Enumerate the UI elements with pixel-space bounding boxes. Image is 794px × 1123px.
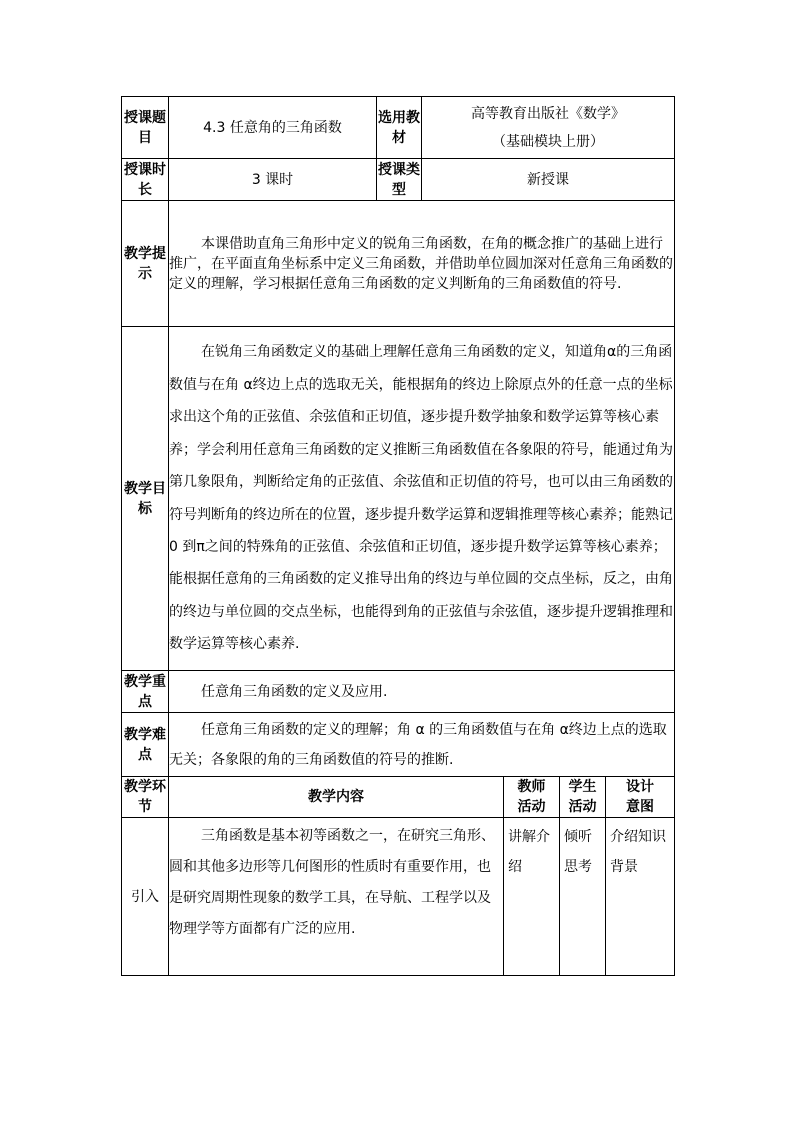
key-label: 教学重点 bbox=[122, 671, 169, 713]
content-header: 教学内容 bbox=[169, 777, 504, 818]
student-header: 学生活动 bbox=[560, 777, 606, 818]
difficulty-text: 任意角三角函数的定义的理解；角 α 的三角函数值与在角 α终边上点的选取无关；各象限的角的三角函数值的符号的推断. bbox=[169, 713, 675, 777]
intro-row bbox=[122, 818, 675, 976]
topic-value: 4.3 任意角的三角函数 bbox=[169, 97, 377, 159]
topic-row bbox=[122, 97, 675, 159]
material-line2: （基础模块上册） bbox=[492, 133, 604, 150]
duration-row bbox=[122, 159, 675, 201]
key-text: 任意角三角函数的定义及应用. bbox=[169, 671, 675, 713]
intro-stage: 引入 bbox=[122, 818, 169, 976]
material-label: 选用教材 bbox=[377, 97, 422, 159]
material-line1: 高等教育出版社《数学》 bbox=[471, 105, 625, 122]
intro-content: 三角函数是基本初等函数之一，在研究三角形、圆和其他多边形等几何图形的性质时有重要作用，也是研究周期性现象的数学工具，在导航、工程学以及物理学等方面都有广泛的应用. bbox=[169, 818, 504, 976]
type-value: 新授课 bbox=[422, 159, 675, 201]
intro-design: 介绍知识背景 bbox=[606, 818, 675, 976]
hint-text: 本课借助直角三角形中定义的锐角三角函数，在角的概念推广的基础上进行推广，在平面直角坐标系中定义三角函数，并借助单位圆加深对任意角三角函数的定义的理解，学习根据任意角三角函数的定义判断角的三角函数值的符号. bbox=[169, 201, 675, 327]
type-label: 授课类型 bbox=[377, 159, 422, 201]
process-header-row bbox=[122, 777, 675, 818]
topic-label: 授课题目 bbox=[122, 97, 169, 159]
hint-row bbox=[122, 201, 675, 327]
goal-row bbox=[122, 327, 675, 671]
key-row bbox=[122, 671, 675, 713]
material-value bbox=[422, 97, 675, 159]
duration-value: 3 课时 bbox=[169, 159, 377, 201]
lesson-plan-table bbox=[121, 96, 675, 976]
stage-header: 教学环节 bbox=[122, 777, 169, 818]
goal-text: 在锐角三角函数定义的基础上理解任意角三角函数的定义，知道角α的三角函数值与在角 α终边上点的选取无关，能根据角的终边上除原点外的任意一点的坐标求出这个角的正弦值、余弦值和正切值，逐步提升数学抽象和数学运算等核心素养；学会利用任意角三角函数的定义推断三角函数值在各象限的符号，能通过角为第几象限角，判断给定角的正弦值、余弦值和正切值的符号，也可以由三角函数的符号判断角的终边所在的位置，逐步提升数学运算和逻辑推理等核心素养；能熟记 0 到π之间的特殊角的正弦值、余弦值和正切值，逐步提升数学运算等核心素养；能根据任意角的三角函数的定义推导出角的终边与单位圆的交点坐标，反之，由角的终边与单位圆的交点坐标，也能得到角的正弦值与余弦值，逐步提升逻辑推理和数学运算等核心素养. bbox=[169, 327, 675, 671]
hint-label: 教学提示 bbox=[122, 201, 169, 327]
teacher-header: 教师活动 bbox=[504, 777, 560, 818]
intro-student: 倾听思考 bbox=[560, 818, 606, 976]
duration-label: 授课时长 bbox=[122, 159, 169, 201]
intro-teacher: 讲解介绍 bbox=[504, 818, 560, 976]
difficulty-label: 教学难点 bbox=[122, 713, 169, 777]
goal-label: 教学目标 bbox=[122, 327, 169, 671]
difficulty-row bbox=[122, 713, 675, 777]
design-header: 设计意图 bbox=[606, 777, 675, 818]
